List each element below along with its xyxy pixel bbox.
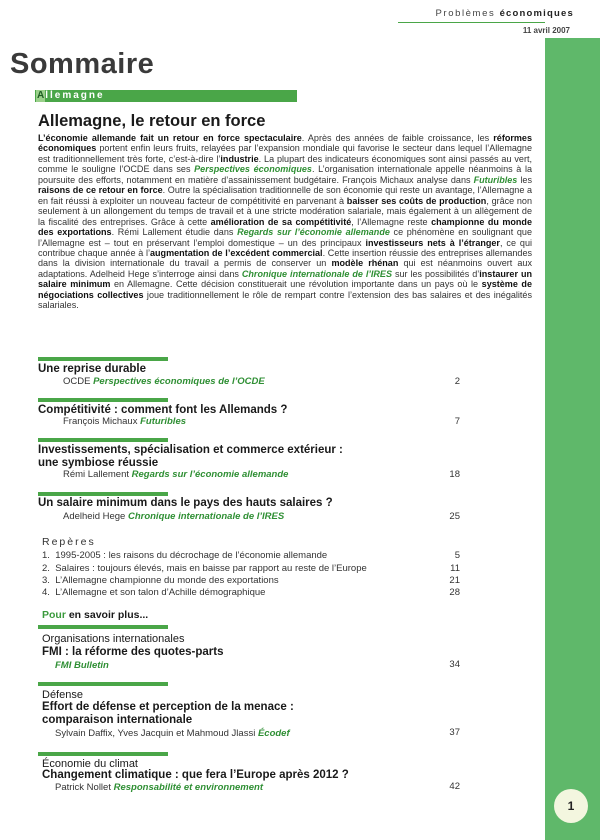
article-page: 25 [449, 511, 460, 522]
header-brand: Problèmes économiques [435, 8, 574, 19]
article-page: 18 [449, 469, 460, 480]
more-page: 42 [449, 781, 460, 792]
reperes-page: 21 [449, 575, 460, 586]
reperes-title: Repères [42, 536, 96, 548]
article-title[interactable]: Compétitivité : comment font les Allemands ? [38, 404, 288, 416]
more-category: Organisations internationales [42, 633, 185, 645]
article-rule [38, 438, 168, 442]
reperes-item[interactable]: 1. 1995-2005 : les raisons du décrochage de l’économie allemande [42, 550, 328, 561]
article-rule [38, 492, 168, 496]
page-number: 1 [554, 789, 588, 823]
header-date: 11 avril 2007 [522, 26, 570, 35]
article-page: 7 [454, 416, 460, 427]
reperes-item[interactable]: 4. L’Allemagne et son talon d’Achille démographique [42, 587, 266, 598]
article-author-line: François Michaux Futuribles [63, 416, 187, 427]
more-title: Pour en savoir plus... [42, 609, 149, 621]
more-title-item[interactable]: FMI : la réforme des quotes-parts [42, 646, 224, 658]
reperes-item[interactable]: 3. L’Allemagne championne du monde des exportations [42, 575, 279, 586]
more-rule [38, 625, 168, 629]
section-label: Allemagne [37, 90, 105, 101]
header-rule [398, 22, 545, 23]
reperes-page: 5 [454, 550, 460, 561]
intro-paragraph: L’économie allemande fait un retour en force spectaculaire. Après des années de faible croissance, les réformes économiques portent enfin leurs fruits, relayées par l’expansion mondiale qui favorise le secteur dans lequel l’Allemagne est traditionnellement très forte, c’est-à-dire l’industrie. La plupart des indicateurs économiques sont ainsi passés au vert, comme le souligne l’OCDE dans ses Perspectives économiques. L’organisation internationale appelle néanmoins à la poursuite des efforts, notamment en matière d’assainissement budgétaire. François Michaux analyse dans Futuribles les raisons de ce retour en force. Outre la spécialisation traditionnelle de son économie qui reste un avantage, l’Allemagne a en fait réussi à exploiter un nouveau facteur de compétitivité en parvenant à baisser ses coûts de production, grâce non seulement à un allongement du temps de travail et à une stricte modération salariale, mais également à un allègement de la fiscalité des entreprises. Grâce à cette amélioration de sa compétitivité, l’Allemagne reste championne du monde des exportations. Rémi Lallement étudie dans Regards sur l’économie allemande ce phénomène en soulignant que l’Allemagne est – tout en préservant l’emploi domestique – un des principaux investisseurs nets à l’étranger, ce qui contribue chaque année à l’augmentation de l’excédent commercial. Cette insertion réussie des entreprises allemandes dans la division internationale du travail a permis de conserver un modèle rhénan qui est néanmoins ouvert aux adaptations. Adelheid Hege s’interroge ainsi dans Chronique internationale de l’IRES sur les possibilités d’instaurer un salaire minimum en Allemagne. Cette décision constituerait une révolution importante dans un pays où le système de négociations collectives joue traditionnellement le rôle de rempart contre l’extension des bas salaires et des inégalités salariales. [38, 133, 533, 311]
article-rule [38, 398, 168, 402]
article-author-line: Rémi Lallement Regards sur l’économie allemande [63, 469, 289, 480]
headline: Allemagne, le retour en force [38, 112, 266, 130]
more-rule [38, 752, 168, 756]
article-author-line: Adelheid Hege Chronique internationale de l’IRES [63, 511, 285, 522]
article-title[interactable]: Un salaire minimum dans le pays des hauts salaires ? [38, 497, 333, 509]
reperes-page: 28 [449, 587, 460, 598]
reperes-page: 11 [450, 563, 460, 574]
article-title[interactable]: Investissements, spécialisation et commerce extérieur : une symbiose réussie [38, 444, 343, 469]
article-rule [38, 357, 168, 361]
side-green-bar [545, 38, 600, 840]
more-page: 34 [449, 659, 460, 670]
more-category: Défense [42, 689, 83, 701]
reperes-item[interactable]: 2. Salaires : toujours élevés, mais en baisse par rapport au reste de l’Europe [42, 563, 367, 574]
more-category: Économie du climat [42, 758, 138, 770]
more-author-line: FMI Bulletin [55, 660, 109, 671]
article-title[interactable]: Une reprise durable [38, 363, 147, 375]
more-page: 37 [449, 727, 460, 738]
article-page: 2 [454, 376, 460, 387]
more-rule [38, 682, 168, 686]
more-author-line: Patrick Nollet Responsabilité et environnement [55, 782, 264, 793]
more-title-item[interactable]: Changement climatique : que fera l’Europe après 2012 ? [42, 769, 349, 781]
page-title: Sommaire [10, 48, 155, 80]
section-initial: A [37, 90, 45, 101]
more-title-item[interactable]: Effort de défense et perception de la menace : comparaison internationale [42, 701, 294, 726]
more-author-line: Sylvain Daffix, Yves Jacquin et Mahmoud Jlassi Écodef [55, 728, 290, 739]
article-author-line: OCDE Perspectives économiques de l’OCDE [63, 376, 265, 387]
